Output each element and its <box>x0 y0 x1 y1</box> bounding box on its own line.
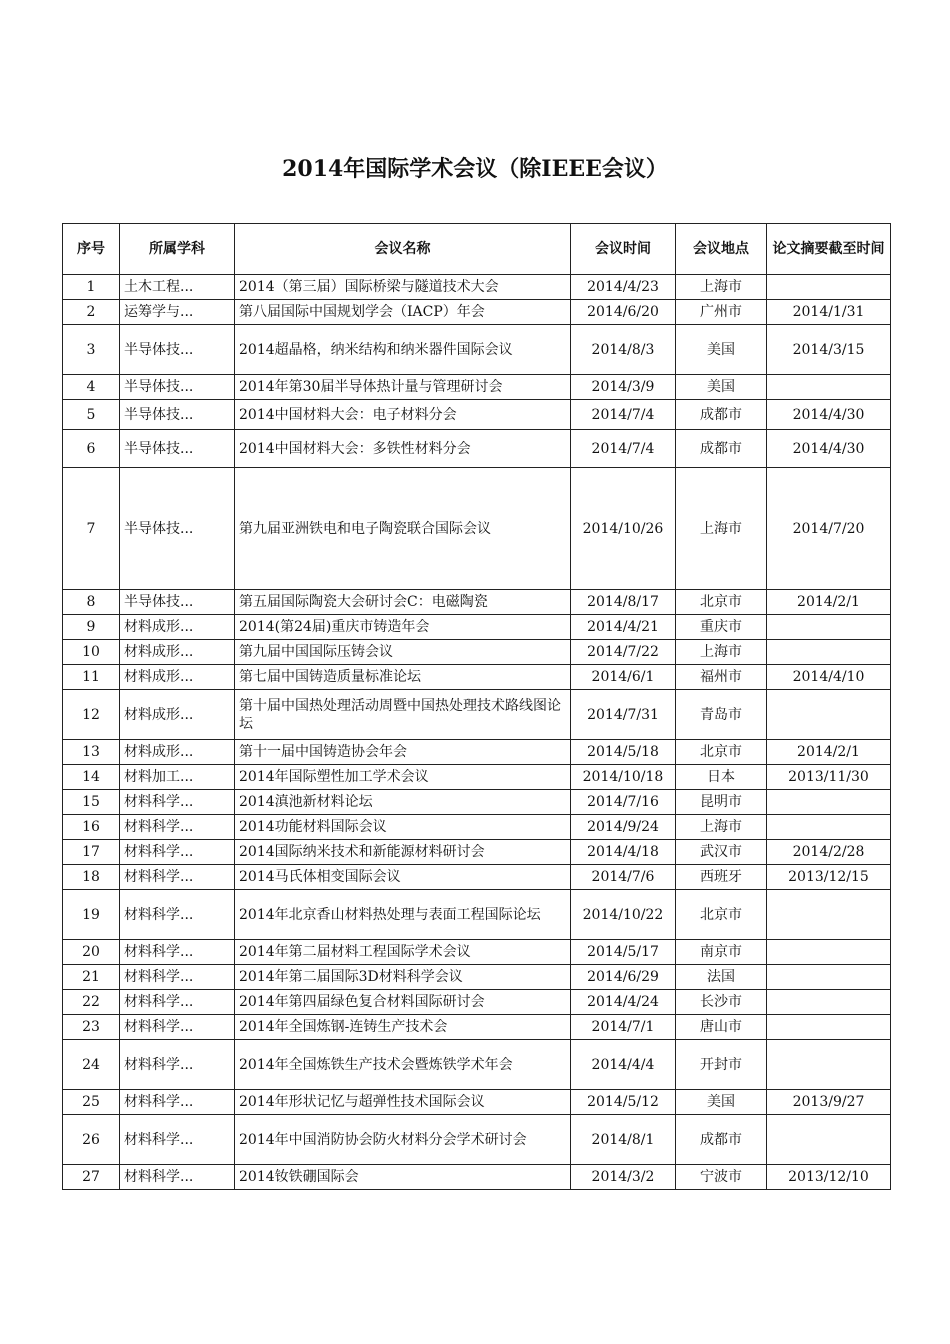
cell-place: 美国 <box>676 1090 767 1115</box>
cell-deadline: 2014/4/30 <box>767 430 891 468</box>
cell-name: 2014钕铁硼国际会 <box>235 1165 571 1190</box>
cell-time: 2014/6/29 <box>571 965 676 990</box>
cell-place: 福州市 <box>676 665 767 690</box>
cell-place: 武汉市 <box>676 840 767 865</box>
cell-subject: 运筹学与... <box>120 300 235 325</box>
cell-place: 美国 <box>676 325 767 375</box>
cell-deadline: 2014/7/20 <box>767 468 891 590</box>
cell-name: 第十届中国热处理活动周暨中国热处理技术路线图论坛 <box>235 690 571 740</box>
table-row <box>63 1040 891 1090</box>
cell-name: 2014年第30届半导体热计量与管理研讨会 <box>235 375 571 400</box>
cell-name: 2014年北京香山材料热处理与表面工程国际论坛 <box>235 890 571 940</box>
cell-time: 2014/5/18 <box>571 740 676 765</box>
cell-name: 第九届中国国际压铸会议 <box>235 640 571 665</box>
table-body <box>63 275 891 1190</box>
cell-subject: 材料成形... <box>120 665 235 690</box>
cell-index: 20 <box>63 940 120 965</box>
cell-place: 重庆市 <box>676 615 767 640</box>
cell-index: 7 <box>63 468 120 590</box>
cell-name: 2014（第三届）国际桥梁与隧道技术大会 <box>235 275 571 300</box>
table-row <box>63 865 891 890</box>
cell-time: 2014/10/18 <box>571 765 676 790</box>
cell-time: 2014/5/17 <box>571 940 676 965</box>
cell-index: 11 <box>63 665 120 690</box>
table-header-row <box>63 224 891 275</box>
cell-name: 2014马氏体相变国际会议 <box>235 865 571 890</box>
table-row <box>63 840 891 865</box>
table-row <box>63 590 891 615</box>
cell-name: 2014功能材料国际会议 <box>235 815 571 840</box>
cell-time: 2014/6/20 <box>571 300 676 325</box>
cell-place: 上海市 <box>676 815 767 840</box>
cell-time: 2014/4/4 <box>571 1040 676 1090</box>
cell-subject: 材料科学... <box>120 1115 235 1165</box>
cell-place: 北京市 <box>676 890 767 940</box>
cell-time: 2014/8/3 <box>571 325 676 375</box>
cell-place: 开封市 <box>676 1040 767 1090</box>
cell-name: 第十一届中国铸造协会年会 <box>235 740 571 765</box>
cell-index: 15 <box>63 790 120 815</box>
cell-place: 成都市 <box>676 400 767 430</box>
cell-deadline: 2013/12/10 <box>767 1165 891 1190</box>
cell-deadline: 2014/2/1 <box>767 590 891 615</box>
cell-index: 22 <box>63 990 120 1015</box>
cell-place: 青岛市 <box>676 690 767 740</box>
cell-time: 2014/4/21 <box>571 615 676 640</box>
cell-name: 第九届亚洲铁电和电子陶瓷联合国际会议 <box>235 468 571 590</box>
table-row <box>63 615 891 640</box>
cell-place: 日本 <box>676 765 767 790</box>
cell-time: 2014/7/16 <box>571 790 676 815</box>
cell-deadline <box>767 640 891 665</box>
table-row <box>63 790 891 815</box>
cell-subject: 材料成形... <box>120 690 235 740</box>
cell-subject: 材料科学... <box>120 940 235 965</box>
cell-subject: 材料科学... <box>120 990 235 1015</box>
cell-time: 2014/7/4 <box>571 400 676 430</box>
cell-name: 2014年全国炼铁生产技术会暨炼铁学术年会 <box>235 1040 571 1090</box>
cell-index: 9 <box>63 615 120 640</box>
cell-name: 2014(第24届)重庆市铸造年会 <box>235 615 571 640</box>
cell-index: 5 <box>63 400 120 430</box>
cell-deadline: 2014/2/28 <box>767 840 891 865</box>
cell-deadline: 2014/2/1 <box>767 740 891 765</box>
cell-time: 2014/3/9 <box>571 375 676 400</box>
table-row <box>63 690 891 740</box>
cell-subject: 材料成形... <box>120 740 235 765</box>
table-row <box>63 990 891 1015</box>
cell-place: 法国 <box>676 965 767 990</box>
cell-place: 广州市 <box>676 300 767 325</box>
header-subject: 所属学科 <box>120 224 235 275</box>
header-index: 序号 <box>63 224 120 275</box>
cell-deadline <box>767 940 891 965</box>
cell-index: 25 <box>63 1090 120 1115</box>
table-row <box>63 468 891 590</box>
table-row <box>63 665 891 690</box>
cell-deadline <box>767 375 891 400</box>
cell-subject: 材料科学... <box>120 840 235 865</box>
cell-index: 21 <box>63 965 120 990</box>
cell-time: 2014/10/26 <box>571 468 676 590</box>
table-row <box>63 1115 891 1165</box>
cell-deadline: 2013/12/15 <box>767 865 891 890</box>
cell-time: 2014/7/6 <box>571 865 676 890</box>
cell-subject: 半导体技... <box>120 375 235 400</box>
table-row <box>63 375 891 400</box>
cell-place: 上海市 <box>676 468 767 590</box>
cell-deadline <box>767 1115 891 1165</box>
cell-name: 2014年第四届绿色复合材料国际研讨会 <box>235 990 571 1015</box>
cell-name: 2014滇池新材料论坛 <box>235 790 571 815</box>
cell-deadline <box>767 1015 891 1040</box>
cell-name: 2014年全国炼钢-连铸生产技术会 <box>235 1015 571 1040</box>
table-row <box>63 940 891 965</box>
cell-time: 2014/5/12 <box>571 1090 676 1115</box>
cell-name: 2014年第二届材料工程国际学术会议 <box>235 940 571 965</box>
cell-subject: 半导体技... <box>120 430 235 468</box>
cell-index: 2 <box>63 300 120 325</box>
cell-deadline <box>767 275 891 300</box>
cell-index: 19 <box>63 890 120 940</box>
conference-table <box>62 223 891 1190</box>
cell-deadline: 2014/4/30 <box>767 400 891 430</box>
cell-place: 西班牙 <box>676 865 767 890</box>
cell-deadline <box>767 990 891 1015</box>
cell-time: 2014/3/2 <box>571 1165 676 1190</box>
cell-index: 16 <box>63 815 120 840</box>
cell-name: 2014年形状记忆与超弹性技术国际会议 <box>235 1090 571 1115</box>
cell-deadline: 2014/1/31 <box>767 300 891 325</box>
cell-index: 12 <box>63 690 120 740</box>
cell-index: 24 <box>63 1040 120 1090</box>
cell-name: 2014国际纳米技术和新能源材料研讨会 <box>235 840 571 865</box>
cell-place: 唐山市 <box>676 1015 767 1040</box>
cell-place: 成都市 <box>676 1115 767 1165</box>
cell-index: 27 <box>63 1165 120 1190</box>
cell-place: 成都市 <box>676 430 767 468</box>
cell-time: 2014/10/22 <box>571 890 676 940</box>
table-row <box>63 765 891 790</box>
cell-name: 2014中国材料大会：电子材料分会 <box>235 400 571 430</box>
cell-deadline: 2013/9/27 <box>767 1090 891 1115</box>
cell-place: 上海市 <box>676 640 767 665</box>
cell-subject: 材料加工... <box>120 765 235 790</box>
cell-deadline <box>767 890 891 940</box>
cell-place: 宁波市 <box>676 1165 767 1190</box>
table-row <box>63 300 891 325</box>
cell-place: 北京市 <box>676 590 767 615</box>
cell-index: 8 <box>63 590 120 615</box>
cell-index: 6 <box>63 430 120 468</box>
cell-index: 18 <box>63 865 120 890</box>
cell-deadline <box>767 1040 891 1090</box>
cell-time: 2014/4/18 <box>571 840 676 865</box>
cell-time: 2014/8/1 <box>571 1115 676 1165</box>
header-place: 会议地点 <box>676 224 767 275</box>
cell-subject: 材料科学... <box>120 1040 235 1090</box>
table-row <box>63 815 891 840</box>
cell-subject: 半导体技... <box>120 590 235 615</box>
cell-place: 长沙市 <box>676 990 767 1015</box>
cell-deadline <box>767 965 891 990</box>
cell-time: 2014/7/4 <box>571 430 676 468</box>
cell-time: 2014/4/24 <box>571 990 676 1015</box>
table-row <box>63 640 891 665</box>
cell-subject: 材料成形... <box>120 640 235 665</box>
header-name: 会议名称 <box>235 224 571 275</box>
table-row <box>63 1015 891 1040</box>
cell-time: 2014/7/31 <box>571 690 676 740</box>
cell-name: 2014年中国消防协会防火材料分会学术研讨会 <box>235 1115 571 1165</box>
cell-deadline: 2014/4/10 <box>767 665 891 690</box>
cell-time: 2014/4/23 <box>571 275 676 300</box>
cell-name: 第八届国际中国规划学会（IACP）年会 <box>235 300 571 325</box>
header-time: 会议时间 <box>571 224 676 275</box>
table-row <box>63 430 891 468</box>
cell-place: 美国 <box>676 375 767 400</box>
cell-subject: 材料成形... <box>120 615 235 640</box>
cell-place: 昆明市 <box>676 790 767 815</box>
cell-place: 上海市 <box>676 275 767 300</box>
cell-time: 2014/6/1 <box>571 665 676 690</box>
cell-subject: 材料科学... <box>120 865 235 890</box>
cell-name: 第五届国际陶瓷大会研讨会C：电磁陶瓷 <box>235 590 571 615</box>
cell-name: 2014年国际塑性加工学术会议 <box>235 765 571 790</box>
cell-deadline: 2013/11/30 <box>767 765 891 790</box>
cell-subject: 土木工程... <box>120 275 235 300</box>
cell-time: 2014/7/22 <box>571 640 676 665</box>
page-title: 2014年国际学术会议（除IEEE会议） <box>282 156 668 182</box>
table-row <box>63 275 891 300</box>
table-row <box>63 965 891 990</box>
cell-index: 13 <box>63 740 120 765</box>
header-deadline: 论文摘要截至时间 <box>767 224 891 275</box>
cell-deadline <box>767 790 891 815</box>
cell-subject: 材料科学... <box>120 1090 235 1115</box>
cell-index: 17 <box>63 840 120 865</box>
cell-time: 2014/8/17 <box>571 590 676 615</box>
cell-subject: 材料科学... <box>120 790 235 815</box>
table-row <box>63 890 891 940</box>
cell-index: 23 <box>63 1015 120 1040</box>
cell-subject: 材料科学... <box>120 1015 235 1040</box>
cell-subject: 材料科学... <box>120 890 235 940</box>
cell-deadline <box>767 690 891 740</box>
table-row <box>63 325 891 375</box>
cell-time: 2014/7/1 <box>571 1015 676 1040</box>
cell-subject: 材料科学... <box>120 1165 235 1190</box>
cell-name: 2014年第二届国际3D材料科学会议 <box>235 965 571 990</box>
cell-name: 第七届中国铸造质量标准论坛 <box>235 665 571 690</box>
cell-deadline <box>767 615 891 640</box>
cell-time: 2014/9/24 <box>571 815 676 840</box>
cell-subject: 材料科学... <box>120 815 235 840</box>
cell-place: 南京市 <box>676 940 767 965</box>
table-row <box>63 400 891 430</box>
cell-deadline <box>767 815 891 840</box>
cell-index: 3 <box>63 325 120 375</box>
cell-subject: 半导体技... <box>120 468 235 590</box>
cell-place: 北京市 <box>676 740 767 765</box>
cell-name: 2014中国材料大会：多铁性材料分会 <box>235 430 571 468</box>
cell-deadline: 2014/3/15 <box>767 325 891 375</box>
cell-index: 26 <box>63 1115 120 1165</box>
cell-index: 1 <box>63 275 120 300</box>
cell-subject: 半导体技... <box>120 400 235 430</box>
cell-index: 14 <box>63 765 120 790</box>
table-row <box>63 740 891 765</box>
table-row <box>63 1090 891 1115</box>
cell-index: 4 <box>63 375 120 400</box>
cell-name: 2014超晶格，纳米结构和纳米器件国际会议 <box>235 325 571 375</box>
cell-subject: 半导体技... <box>120 325 235 375</box>
cell-subject: 材料科学... <box>120 965 235 990</box>
table-row <box>63 1165 891 1190</box>
cell-index: 10 <box>63 640 120 665</box>
